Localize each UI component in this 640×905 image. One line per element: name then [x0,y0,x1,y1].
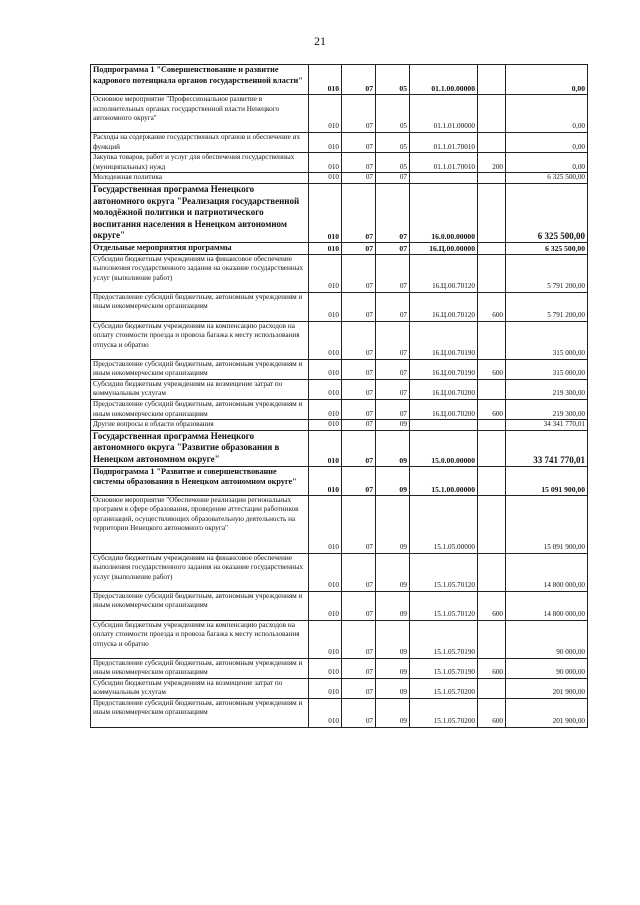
row-subsection-code: 07 [376,254,410,292]
row-grbs-code: 010 [309,466,342,495]
row-subsection-code: 05 [376,95,410,133]
row-grbs-code: 010 [309,153,342,173]
row-section-code: 07 [342,254,376,292]
row-amount: 6 325 500,00 [506,183,588,242]
row-subsection-code: 09 [376,658,410,678]
row-section-code: 07 [342,495,376,553]
row-target-article: 01.1.01.70010 [410,153,478,173]
row-amount: 15 091 900,00 [506,495,588,553]
table-body [91,65,588,728]
table-row [91,183,588,242]
row-name: Государственная программа Ненецкого автономного округа "Развитие образования в Ненецком автономном округе" [91,430,309,466]
row-expense-type [478,65,506,95]
row-grbs-code: 010 [309,173,342,184]
row-grbs-code: 010 [309,254,342,292]
row-target-article: 01.1.01.00000 [410,95,478,133]
row-amount: 219 300,00 [506,399,588,419]
row-subsection-code: 09 [376,591,410,620]
row-section-code: 07 [342,65,376,95]
table-row [91,242,588,254]
table-row [91,359,588,379]
table-row [91,153,588,173]
row-name: Субсидии бюджетным учреждениям на компенсацию расходов на оплату стоимости проезда и провоза багажа к месту использования отпуска и обратно [91,620,309,658]
row-subsection-code: 07 [376,173,410,184]
row-section-code: 07 [342,698,376,727]
row-name: Государственная программа Ненецкого автономного округа "Реализация государственной молодёжной политики и патриотического воспитания населения в Ненецком автономном округе" [91,183,309,242]
row-subsection-code: 07 [376,292,410,321]
row-target-article [410,173,478,184]
row-target-article: 16.0.00.00000 [410,183,478,242]
row-amount: 201 900,00 [506,698,588,727]
row-section-code: 07 [342,466,376,495]
row-subsection-code: 09 [376,420,410,431]
row-expense-type: 200 [478,153,506,173]
row-expense-type [478,173,506,184]
row-expense-type: 600 [478,292,506,321]
row-target-article: 01.1.01.70010 [410,133,478,153]
row-section-code: 07 [342,620,376,658]
row-amount: 0,00 [506,153,588,173]
row-section-code: 07 [342,359,376,379]
row-amount: 0,00 [506,95,588,133]
row-section-code: 07 [342,153,376,173]
row-subsection-code: 09 [376,698,410,727]
page-number: 21 [314,34,326,48]
row-grbs-code: 010 [309,292,342,321]
row-target-article [410,420,478,431]
row-name: Основное мероприятие "Обеспечение реализации региональных программ в сфере образования, проведение аттестации работников организаций, осуществляющих образовательную деятельность на территории Ненецкого автономного округа" [91,495,309,553]
row-target-article: 15.1.05.70190 [410,658,478,678]
row-target-article: 16.Ц.00.70120 [410,292,478,321]
table-row [91,620,588,658]
row-name: Предоставление субсидий бюджетным, автономным учреждениям и иным некоммерческим организациям [91,399,309,419]
row-expense-type [478,420,506,431]
row-section-code: 07 [342,399,376,419]
row-amount: 15 091 900,00 [506,466,588,495]
row-grbs-code: 010 [309,591,342,620]
row-subsection-code: 07 [376,399,410,419]
row-section-code: 07 [342,430,376,466]
row-section-code: 07 [342,133,376,153]
row-grbs-code: 010 [309,553,342,591]
row-grbs-code: 010 [309,95,342,133]
row-amount: 14 800 000,00 [506,591,588,620]
row-expense-type [478,183,506,242]
row-target-article: 15.0.00.00000 [410,430,478,466]
row-grbs-code: 010 [309,183,342,242]
table-row [91,430,588,466]
row-expense-type: 600 [478,591,506,620]
row-name: Закупка товаров, работ и услуг для обеспечения государственных (муниципальных) нужд [91,153,309,173]
row-subsection-code: 07 [376,379,410,399]
row-amount: 34 341 770,01 [506,420,588,431]
row-subsection-code: 05 [376,153,410,173]
row-name: Субсидии бюджетным учреждениям на финансовое обеспечение выполнения государственного задания на оказание государственных услуг (выполнение работ) [91,254,309,292]
row-subsection-code: 09 [376,495,410,553]
row-expense-type [478,379,506,399]
row-target-article: 15.1.05.70200 [410,698,478,727]
table-row [91,254,588,292]
row-target-article: 15.1.05.70120 [410,553,478,591]
row-grbs-code: 010 [309,658,342,678]
row-expense-type: 600 [478,359,506,379]
row-subsection-code: 07 [376,359,410,379]
row-grbs-code: 010 [309,379,342,399]
table-row [91,495,588,553]
row-amount: 201 900,00 [506,678,588,698]
row-subsection-code: 09 [376,678,410,698]
row-section-code: 07 [342,95,376,133]
row-expense-type [478,495,506,553]
row-section-code: 07 [342,379,376,399]
row-name: Молодежная политика [91,173,309,184]
row-name: Предоставление субсидий бюджетным, автономным учреждениям и иным некоммерческим организациям [91,658,309,678]
row-section-code: 07 [342,183,376,242]
table-row [91,321,588,359]
row-subsection-code: 07 [376,183,410,242]
row-expense-type: 600 [478,698,506,727]
row-amount: 0,00 [506,65,588,95]
row-name: Субсидии бюджетным учреждениям на возмещение затрат по коммунальным услугам [91,379,309,399]
row-expense-type [478,254,506,292]
row-name: Предоставление субсидий бюджетным, автономным учреждениям и иным некоммерческим организациям [91,591,309,620]
table-row [91,95,588,133]
row-grbs-code: 010 [309,495,342,553]
row-name: Предоставление субсидий бюджетным, автономным учреждениям и иным некоммерческим организациям [91,359,309,379]
row-target-article: 15.1.05.70120 [410,591,478,620]
table-row [91,420,588,431]
row-subsection-code: 09 [376,553,410,591]
row-subsection-code: 05 [376,65,410,95]
row-target-article: 16.Ц.00.70200 [410,379,478,399]
row-section-code: 07 [342,321,376,359]
row-subsection-code: 09 [376,466,410,495]
row-expense-type [478,466,506,495]
row-name: Другие вопросы в области образования [91,420,309,431]
row-name: Отдельные мероприятия программы [91,242,309,254]
row-amount: 6 325 500,00 [506,242,588,254]
row-expense-type [478,95,506,133]
table-row [91,678,588,698]
row-target-article: 15.1.05.00000 [410,495,478,553]
table-row [91,466,588,495]
row-grbs-code: 010 [309,242,342,254]
row-amount: 5 791 200,00 [506,254,588,292]
row-name: Субсидии бюджетным учреждениям на возмещение затрат по коммунальным услугам [91,678,309,698]
row-name: Расходы на содержание государственных органов и обеспечение их функций [91,133,309,153]
table-row [91,658,588,678]
row-grbs-code: 010 [309,678,342,698]
row-section-code: 07 [342,242,376,254]
table-row [91,553,588,591]
row-expense-type [478,678,506,698]
row-name: Подпрограмма 1 "Совершенствование и развитие кадрового потенциала органов государственной власти" [91,65,309,95]
row-target-article: 16.Ц.00.70190 [410,359,478,379]
row-expense-type [478,553,506,591]
table-row [91,379,588,399]
row-name: Предоставление субсидий бюджетным, автономным учреждениям и иным некоммерческим организациям [91,698,309,727]
row-amount: 6 325 500,00 [506,173,588,184]
row-grbs-code: 010 [309,65,342,95]
row-name: Подпрограмма 1 "Развитие и совершенствование системы образования в Ненецком автономном округе" [91,466,309,495]
row-grbs-code: 010 [309,133,342,153]
row-subsection-code: 07 [376,242,410,254]
table-row [91,173,588,184]
row-grbs-code: 010 [309,321,342,359]
row-grbs-code: 010 [309,620,342,658]
table-row [91,399,588,419]
row-name: Предоставление субсидий бюджетным, автономным учреждениям и иным некоммерческим организациям [91,292,309,321]
row-amount: 33 741 770,01 [506,430,588,466]
row-target-article: 15.1.00.00000 [410,466,478,495]
row-name: Субсидии бюджетным учреждениям на финансовое обеспечение выполнения государственного задания на оказание государственных услуг (выполнение работ) [91,553,309,591]
row-expense-type [478,430,506,466]
row-grbs-code: 010 [309,359,342,379]
row-section-code: 07 [342,292,376,321]
row-amount: 90 000,00 [506,658,588,678]
row-section-code: 07 [342,553,376,591]
row-subsection-code: 05 [376,133,410,153]
row-subsection-code: 09 [376,620,410,658]
budget-table [90,64,588,728]
row-expense-type [478,620,506,658]
table-row [91,133,588,153]
row-grbs-code: 010 [309,430,342,466]
row-expense-type [478,133,506,153]
row-amount: 219 300,00 [506,379,588,399]
row-subsection-code: 09 [376,430,410,466]
row-expense-type: 600 [478,399,506,419]
table-row [91,65,588,95]
row-amount: 0,00 [506,133,588,153]
row-target-article: 16.Ц.00.70190 [410,321,478,359]
row-expense-type [478,242,506,254]
row-expense-type: 600 [478,658,506,678]
table-row [91,591,588,620]
row-section-code: 07 [342,658,376,678]
row-amount: 315 000,00 [506,321,588,359]
table-row [91,292,588,321]
row-target-article: 15.1.05.70190 [410,620,478,658]
row-grbs-code: 010 [309,399,342,419]
row-amount: 5 791 200,00 [506,292,588,321]
row-section-code: 07 [342,420,376,431]
row-target-article: 15.1.05.70200 [410,678,478,698]
row-section-code: 07 [342,678,376,698]
row-expense-type [478,321,506,359]
row-name: Субсидии бюджетным учреждениям на компенсацию расходов на оплату стоимости проезда и провоза багажа к месту использования отпуска и обратно [91,321,309,359]
row-amount: 90 000,00 [506,620,588,658]
row-target-article: 16.Ц.00.70200 [410,399,478,419]
row-name: Основное мероприятие "Профессиональное развитие в исполнительных органах государственной власти Ненецкого автономного округа" [91,95,309,133]
row-grbs-code: 010 [309,420,342,431]
row-section-code: 07 [342,591,376,620]
row-target-article: 16.Ц.00.00000 [410,242,478,254]
row-section-code: 07 [342,173,376,184]
row-amount: 14 800 000,00 [506,553,588,591]
row-subsection-code: 07 [376,321,410,359]
row-grbs-code: 010 [309,698,342,727]
table-row [91,698,588,727]
row-target-article: 16.Ц.00.70120 [410,254,478,292]
row-amount: 315 000,00 [506,359,588,379]
row-target-article: 01.1.00.00000 [410,65,478,95]
